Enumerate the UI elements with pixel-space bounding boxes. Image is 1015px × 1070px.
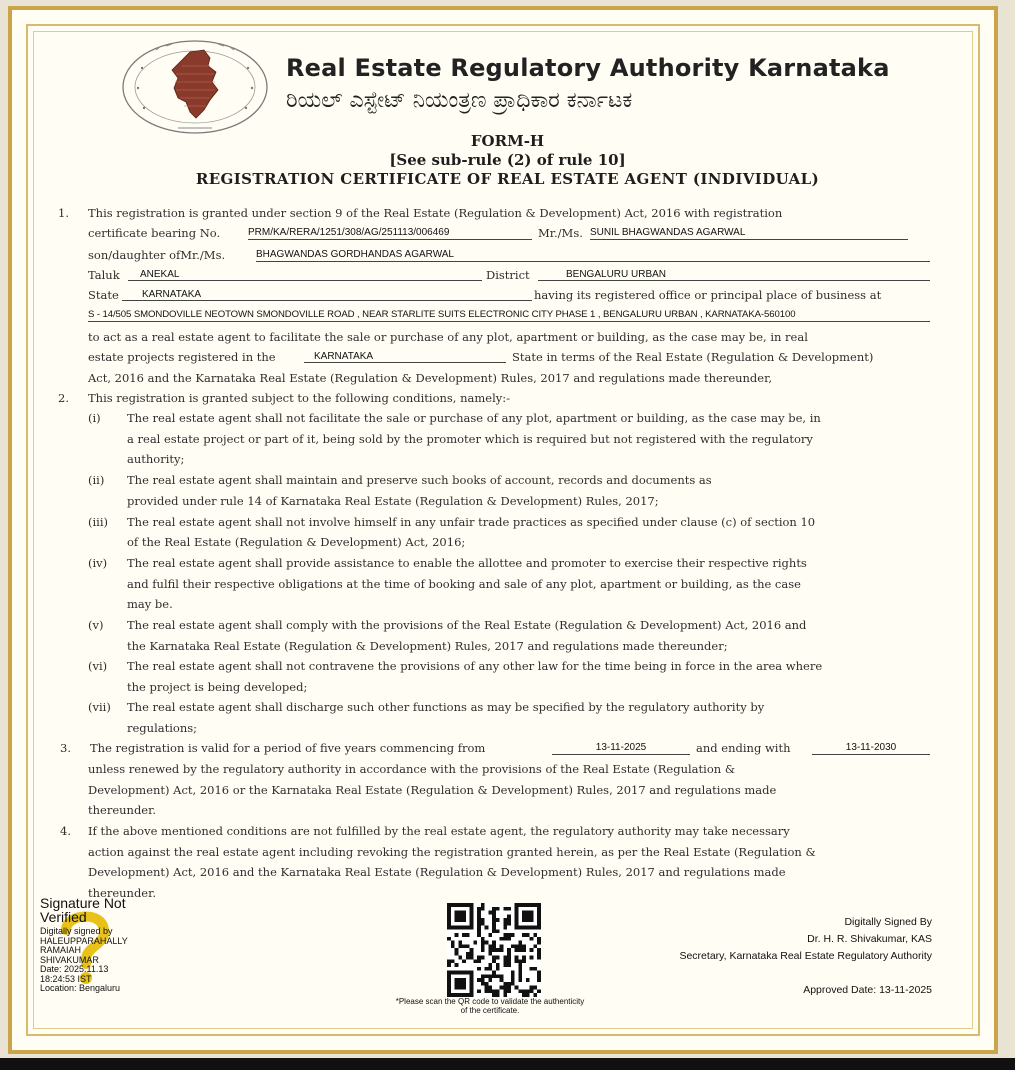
taluk-label: Taluk [88, 268, 120, 282]
digitally-signed-label: Digitally Signed By [844, 916, 932, 928]
condition-text: may be. [127, 597, 173, 611]
condition-text: of the Real Estate (Regulation & Development) Act, 2016; [127, 535, 466, 549]
condition-text: The real estate agent shall comply with the provisions of the Real Estate (Regulation & Development) Act, 2016 and [127, 618, 807, 632]
condition-number: (vi) [88, 659, 108, 673]
end-date-value: 13-11-2030 [812, 741, 930, 755]
parent-label: son/daughter ofMr./Ms. [88, 248, 226, 262]
clause-text: Development) Act, 2016 and the Karnataka Real Estate (Regulation & Development) Rules, 2017 and regulations made [88, 865, 786, 879]
condition-text: the Karnataka Real Estate (Regulation & Development) Rules, 2017 and regulations made thereunder; [127, 639, 728, 653]
rule-reference: [See sub-rule (2) of rule 10] [389, 151, 626, 169]
clause-number: 1. [58, 206, 69, 220]
office-text: having its registered office or principal place of business at [534, 288, 882, 302]
projects-state-value: KARNATAKA [304, 350, 506, 363]
form-label: FORM-H [470, 132, 545, 150]
condition-text: The real estate agent shall not involve himself in any unfair trade practices as specified under clause (c) of section 10 [127, 515, 816, 529]
condition-number: (v) [88, 618, 104, 632]
clause-text: to act as a real estate agent to facilitate the sale or purchase of any plot, apartment or building, as the case may be, in real [88, 330, 808, 344]
clause-number: 3. [60, 741, 71, 755]
condition-text: and fulfil their respective obligations at the time of booking and sale of any plot, apartment or building, as the case [127, 577, 801, 591]
cert-no-label: certificate bearing No. [88, 226, 221, 240]
signature-details: Digitally signed by HALEUPPARAHALLY RAMAIAH SHIVAKUMAR Date: 2025.11.13 18:24:53 IST Location: Bengaluru [40, 926, 128, 993]
signature-right-block [679, 914, 932, 965]
state-label: State [88, 288, 119, 302]
condition-text: The real estate agent shall not contravene the provisions of any other law for the time being in force in the area where [127, 659, 823, 673]
condition-text: provided under rule 14 of Karnataka Real Estate (Regulation & Development) Rules, 2017; [127, 494, 659, 508]
agent-name-label: Mr./Ms. [538, 226, 583, 240]
condition-text: The real estate agent shall discharge such other functions as may be specified by the regulatory authority by [127, 700, 765, 714]
condition-number: (vii) [88, 700, 111, 714]
rera-seal-logo [120, 38, 270, 136]
clause-number: 4. [60, 824, 71, 838]
condition-text: The real estate agent shall provide assistance to enable the allottee and promoter to exercise their respective rights [127, 556, 807, 570]
signature-status: Signature Not Verified [40, 895, 126, 925]
clause-text: Act, 2016 and the Karnataka Real Estate (Regulation & Development) Rules, 2017 and regulations made thereunder, [88, 371, 772, 385]
condition-number: (iv) [88, 556, 108, 570]
clause-text: This registration is granted under section 9 of the Real Estate (Regulation & Development) Act, 2016 with registration [88, 206, 783, 220]
condition-number: (ii) [88, 473, 105, 487]
signer-name: Dr. H. R. Shivakumar, KAS [807, 933, 932, 945]
state-value: KARNATAKA [122, 288, 532, 301]
qr-code[interactable] [445, 903, 543, 997]
condition-text: The real estate agent shall maintain and preserve such books of account, records and documents as [127, 473, 712, 487]
parent-name-value: BHAGWANDAS GORDHANDAS AGARWAL [256, 248, 930, 262]
district-label: District [486, 268, 530, 282]
approved-date: Approved Date: 13-11-2025 [803, 984, 932, 996]
clause-text: State in terms of the Real Estate (Regulation & Development) [512, 350, 874, 364]
karnataka-map-icon [172, 50, 218, 118]
clause-text: This registration is granted subject to the following conditions, namely:- [88, 391, 511, 405]
authority-title-kannada: ರಿಯಲ್ ಎಸ್ಟೇಟ್ ನಿಯಂತ್ರಣ ಪ್ರಾಧಿಕಾರ ಕರ್ನಾಟಕ [286, 88, 633, 113]
clause-number: 2. [58, 391, 69, 405]
authority-title: Real Estate Regulatory Authority Karnataka [286, 54, 890, 82]
condition-text: a real estate project or part of it, being sold by the promoter which is required but not registered with the regulatory [127, 432, 813, 446]
ending-label: and ending with [696, 741, 791, 755]
clause-text: unless renewed by the regulatory authority in accordance with the provisions of the Real Estate (Regulation & [88, 762, 736, 776]
validity-label: The registration is valid for a period of five years commencing from [90, 741, 486, 755]
clause-text: If the above mentioned conditions are not fulfilled by the real estate agent, the regulatory authority may take necessary [88, 824, 790, 838]
signature-left-block [40, 896, 160, 994]
agent-name-value: SUNIL BHAGWANDAS AGARWAL [590, 226, 908, 240]
address-value: S - 14/505 SMONDOVILLE NEOTOWN SMONDOVILLE ROAD , NEAR STARLITE SUITS ELECTRONIC CITY PHASE 1 , BENGALURU URBAN , KARNATAKA-560100 [88, 308, 930, 322]
condition-number: (i) [88, 411, 101, 425]
cert-no-value: PRM/KA/RERA/1251/308/AG/251113/006469 [248, 226, 532, 240]
screen-bottom-bar [0, 1058, 1015, 1070]
clause-text: thereunder. [88, 886, 157, 900]
condition-text: authority; [127, 452, 185, 466]
projects-label: estate projects registered in the [88, 350, 276, 364]
start-date-value: 13-11-2025 [552, 741, 690, 755]
condition-text: The real estate agent shall not facilitate the sale or purchase of any plot, apartment or building, as the case may be, in [127, 411, 821, 425]
condition-text: regulations; [127, 721, 198, 735]
clause-text: thereunder. [88, 803, 157, 817]
certificate-title: REGISTRATION CERTIFICATE OF REAL ESTATE AGENT (INDIVIDUAL) [195, 170, 820, 188]
condition-number: (iii) [88, 515, 109, 529]
district-value: BENGALURU URBAN [538, 268, 930, 281]
signer-designation: Secretary, Karnataka Real Estate Regulatory Authority [679, 950, 932, 962]
condition-text: the project is being developed; [127, 680, 308, 694]
clause-text: Development) Act, 2016 or the Karnataka Real Estate (Regulation & Development) Rules, 2017 and regulations made [88, 783, 777, 797]
taluk-value: ANEKAL [128, 268, 482, 281]
clause-text: action against the real estate agent including revoking the registration granted herein, as per the Real Estate (Regulation & [88, 845, 816, 859]
qr-note: *Please scan the QR code to validate the authenticity of the certificate. [395, 997, 585, 1015]
